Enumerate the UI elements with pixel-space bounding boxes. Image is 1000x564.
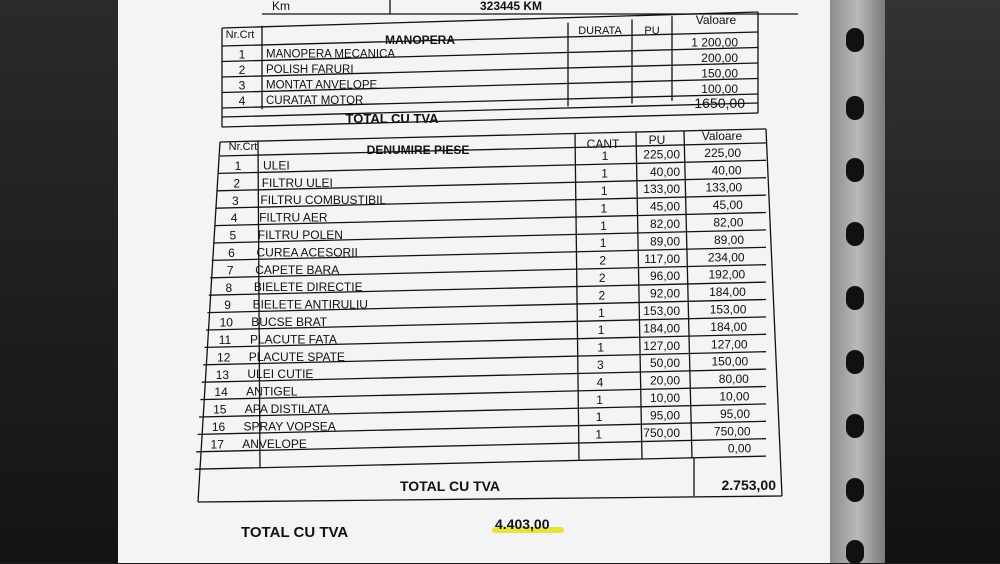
parts-row-nr: 13 xyxy=(215,367,230,382)
labor-row-nr: 3 xyxy=(238,78,246,93)
parts-row-pu: 92,00 xyxy=(649,286,680,301)
table-rule xyxy=(219,160,766,173)
parts-row-pu: 40,00 xyxy=(649,164,680,179)
parts-row-value: 150,00 xyxy=(711,354,749,369)
parts-row-pu: 50,00 xyxy=(649,356,680,371)
parts-row-name: FILTRU AER xyxy=(259,210,328,225)
labor-header-duration: DURATA xyxy=(578,25,622,37)
parts-row-name: APA DISTILATA xyxy=(244,401,330,416)
parts-row-value: 10,00 xyxy=(719,389,750,404)
parts-row-qty: 4 xyxy=(596,375,604,390)
parts-row-pu: 10,00 xyxy=(649,390,680,405)
parts-row-qty: 3 xyxy=(596,357,604,372)
parts-row-name: ULEI CUTIE xyxy=(247,367,314,382)
parts-row-nr: 15 xyxy=(213,402,227,417)
parts-header-pu: PU xyxy=(648,133,666,147)
parts-row-value: 750,00 xyxy=(713,424,751,439)
parts-row-qty: 1 xyxy=(595,410,603,425)
parts-header-nr: Nr.Crt xyxy=(228,141,258,153)
parts-row-nr: 5 xyxy=(229,228,237,243)
parts-row-qty: 2 xyxy=(598,288,606,303)
parts-row-name: CUREA ACESORII xyxy=(256,245,358,260)
parts-row-nr: 14 xyxy=(214,385,228,400)
parts-row xyxy=(728,442,752,456)
parts-row-value: 89,00 xyxy=(713,232,744,247)
labor-row-nr: 4 xyxy=(238,94,246,108)
parts-row-pu: 82,00 xyxy=(649,216,680,231)
parts-row-name: ANTIGEL xyxy=(246,384,298,399)
parts-row-pu: 133,00 xyxy=(643,182,680,197)
parts-row-nr: 2 xyxy=(233,176,241,191)
table-rule xyxy=(195,456,766,469)
parts-row-name: PLACUTE SPATE xyxy=(248,349,345,364)
parts-row-qty: 1 xyxy=(598,305,605,320)
parts-row-qty: 1 xyxy=(600,201,608,216)
grand-total-label: TOTAL CU TVA xyxy=(241,524,349,541)
parts-row-value: 192,00 xyxy=(708,267,746,282)
labor-header-pu: PU xyxy=(644,25,660,37)
parts-row-value: 127,00 xyxy=(710,337,748,352)
parts-row-pu: 153,00 xyxy=(643,303,680,318)
parts-row-name: FILTRU COMBUSTIBIL xyxy=(260,193,387,208)
parts-row-nr: 17 xyxy=(210,437,224,452)
labor-header-value: Valoare xyxy=(695,13,737,27)
parts-row-value: 234,00 xyxy=(707,250,745,265)
labor-total-label: TOTAL CU TVA xyxy=(345,111,439,126)
parts-row-value: 45,00 xyxy=(712,198,743,213)
parts-row-nr: 1 xyxy=(234,158,242,173)
parts-total-value: 2.753,00 xyxy=(721,477,776,493)
parts-row-nr: 9 xyxy=(224,298,231,313)
parts-header-qty: CANT xyxy=(586,137,620,151)
labor-row-value: 100,00 xyxy=(701,82,738,96)
parts-row-qty: 1 xyxy=(601,166,608,181)
parts-row-pu: 225,00 xyxy=(643,147,680,162)
parts-row-pu: 95,00 xyxy=(649,408,680,423)
parts-row-pu: 45,00 xyxy=(649,199,680,214)
parts-row-pu: 96,00 xyxy=(649,269,680,284)
parts-row-nr: 6 xyxy=(228,245,235,260)
labor-row-name: CURATAT MOTOR xyxy=(266,95,364,107)
parts-row-nr: 12 xyxy=(217,350,231,365)
table-rule xyxy=(198,496,782,502)
parts-row-pu: 89,00 xyxy=(649,234,680,249)
grand-total-value: 4.403,00 xyxy=(495,516,550,532)
parts-row-name: BIELETE DIRECTIE xyxy=(253,280,363,295)
parts-row-nr: 10 xyxy=(219,315,233,330)
parts-row-value: 225,00 xyxy=(704,145,741,160)
parts-row-name: PLACUTE FATA xyxy=(250,332,337,347)
labor-row-name: MONTAT ANVELOPE xyxy=(266,79,378,92)
parts-row-pu: 117,00 xyxy=(644,251,680,266)
parts-row-nr: 7 xyxy=(226,263,234,278)
parts-row-value: 184,00 xyxy=(709,285,746,300)
table-rule xyxy=(222,32,758,46)
parts-row-value: 133,00 xyxy=(705,180,743,195)
parts-row-name: BIELETE ANTIRULIU xyxy=(252,297,368,312)
km-label: Km xyxy=(272,0,290,13)
parts-row-qty: 1 xyxy=(596,392,603,407)
parts-row-name: ULEI xyxy=(263,158,290,173)
parts-row-value: 0,00 xyxy=(727,441,752,456)
table-rule xyxy=(766,129,782,496)
parts-row-value: 153,00 xyxy=(709,302,747,317)
labor-row-value: 150,00 xyxy=(701,66,738,81)
parts-header-value: Valoare xyxy=(701,129,743,143)
labor-row-name: MANOPERA MECANICA xyxy=(266,48,396,61)
parts-row-pu: 184,00 xyxy=(643,321,680,336)
parts-row-name: SPRAY VOPSEA xyxy=(243,419,336,434)
parts-row-value: 80,00 xyxy=(718,372,749,387)
parts-row-qty: 1 xyxy=(595,427,603,442)
parts-row-nr: 3 xyxy=(232,193,239,208)
parts-row-nr: 8 xyxy=(225,280,233,295)
parts-row-value: 40,00 xyxy=(711,163,742,178)
parts-row-qty: 1 xyxy=(600,218,607,233)
parts-row-name: FILTRU ULEI xyxy=(261,175,333,190)
labor-row-value: 200,00 xyxy=(701,51,738,65)
labor-row-name: POLISH FARURI xyxy=(266,64,354,76)
parts-row-name: CAPETE BARA xyxy=(255,262,340,277)
labor-header-name: MANOPERA xyxy=(384,33,456,47)
parts-row-nr: 16 xyxy=(211,419,226,434)
parts-row-value: 184,00 xyxy=(710,319,747,334)
parts-row-name: ANVELOPE xyxy=(242,436,307,451)
parts-row-value: 82,00 xyxy=(713,215,744,230)
km-value: 323445 KM xyxy=(480,0,543,13)
parts-row-value: 95,00 xyxy=(719,406,750,421)
parts-row-name: FILTRU POLEN xyxy=(257,227,343,242)
labor-row-value: 1 200,00 xyxy=(691,35,738,50)
parts-row-name: BUCSE BRAT xyxy=(251,314,328,329)
labor-row-nr: 1 xyxy=(238,47,246,62)
parts-row-nr: 11 xyxy=(218,332,232,347)
labor-total-value: 1650,00 xyxy=(694,95,745,111)
parts-row-qty: 1 xyxy=(597,323,605,338)
parts-row-pu: 750,00 xyxy=(643,425,680,440)
labor-row-nr: 2 xyxy=(238,63,246,77)
parts-row-nr: 4 xyxy=(230,211,238,226)
parts-row-qty: 1 xyxy=(597,340,605,355)
parts-row-qty: 1 xyxy=(600,183,608,198)
labor-header-nr: Nr.Crt xyxy=(225,29,255,41)
parts-row-pu: 20,00 xyxy=(649,373,680,388)
parts-total-label: TOTAL CU TVA xyxy=(399,478,501,494)
parts-row-pu: 127,00 xyxy=(643,338,680,353)
parts-row-qty: 2 xyxy=(598,270,606,285)
parts-row-qty: 1 xyxy=(601,149,609,164)
parts-header-name: DENUMIRE PIESE xyxy=(366,143,470,157)
parts-row-qty: 1 xyxy=(599,236,607,251)
parts-row-qty: 2 xyxy=(599,253,607,268)
